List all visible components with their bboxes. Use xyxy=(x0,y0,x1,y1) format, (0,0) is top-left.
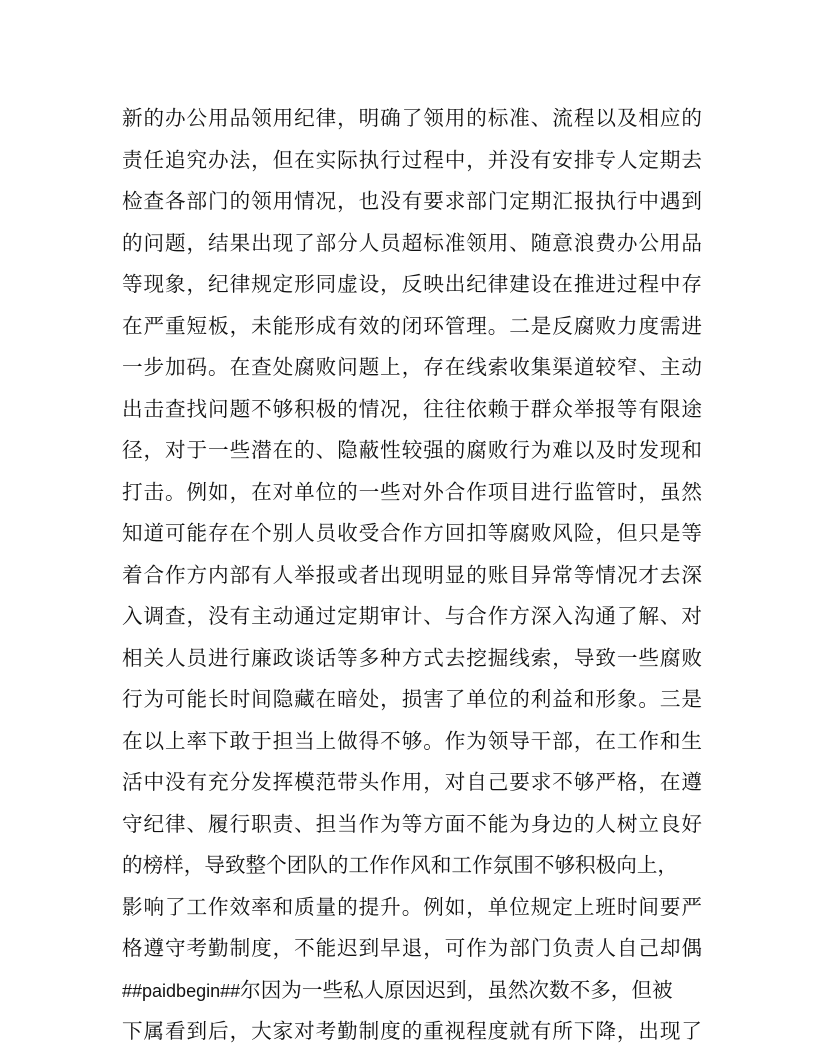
text-line: 着合作方内部有人举报或者出现明显的账目异常等情况才去深 xyxy=(122,562,702,587)
text-line: 责任追究办法，但在实际执行过程中，并没有安排专人定期去 xyxy=(122,147,702,172)
text-line: 的问题，结果出现了部分人员超标准领用、随意浪费办公用品 xyxy=(122,230,702,255)
marker-line xyxy=(122,970,702,1012)
text-line: 出击查找问题不够积极的情况，往往依赖于群众举报等有限途 xyxy=(122,396,702,421)
text-line: 打击。例如，在对单位的一些对外合作项目进行监管时，虽然 xyxy=(122,479,702,504)
text-line: 下属看到后，大家对考勤制度的重视程度就有所下降，出现了 xyxy=(122,1019,702,1043)
text-line: 等现象，纪律规定形同虚设，反映出纪律建设在推进过程中存 xyxy=(122,272,702,296)
text-line: 在以上率下敢于担当上做得不够。作为领导干部，在工作和生 xyxy=(122,728,702,753)
text-line: 影响了工作效率和质量的提升。例如，单位规定上班时间要严 xyxy=(122,894,702,919)
text-line: 径，对于一些潜在的、隐蔽性较强的腐败行为难以及时发现和 xyxy=(122,438,702,462)
text-line: 行为可能长时间隐藏在暗处，损害了单位的利益和形象。三是 xyxy=(122,687,702,711)
body-text xyxy=(122,98,702,1053)
text-line: 活中没有充分发挥模范带头作用，对自己要求不够严格，在遵 xyxy=(122,770,702,794)
text-line: 的榜样，导致整个团队的工作作风和工作氛围不够积极向上， xyxy=(122,853,679,877)
text-line: 相关人员进行廉政谈话等多种方式去挖掘线索，导致一些腐败 xyxy=(122,645,702,670)
text-line: 入调查，没有主动通过定期审计、与合作方深入沟通了解、对 xyxy=(122,604,702,628)
text-line: 新的办公用品领用纪律，明确了领用的标准、流程以及相应的 xyxy=(122,106,702,130)
marker-line-text: 尔因为一些私人原因迟到，虽然次数不多，但被 xyxy=(240,977,673,1002)
text-line: 守纪律、履行职责、担当作为等方面不能为身边的人树立良好 xyxy=(122,811,702,836)
paid-marker: ##paidbegin## xyxy=(122,980,241,1001)
text-line: 在严重短板，未能形成有效的闭环管理。二是反腐败力度需进 xyxy=(122,313,702,338)
text-line: 格遵守考勤制度，不能迟到早退，可作为部门负责人自己却偶 xyxy=(122,936,702,960)
text-line: 知道可能存在个别人员收受合作方回扣等腐败风险，但只是等 xyxy=(122,521,702,545)
text-line: 检查各部门的领用情况，也没有要求部门定期汇报执行中遇到 xyxy=(122,189,702,213)
text-line: 一步加码。在查处腐败问题上，存在线索收集渠道较窄、主动 xyxy=(122,355,702,379)
